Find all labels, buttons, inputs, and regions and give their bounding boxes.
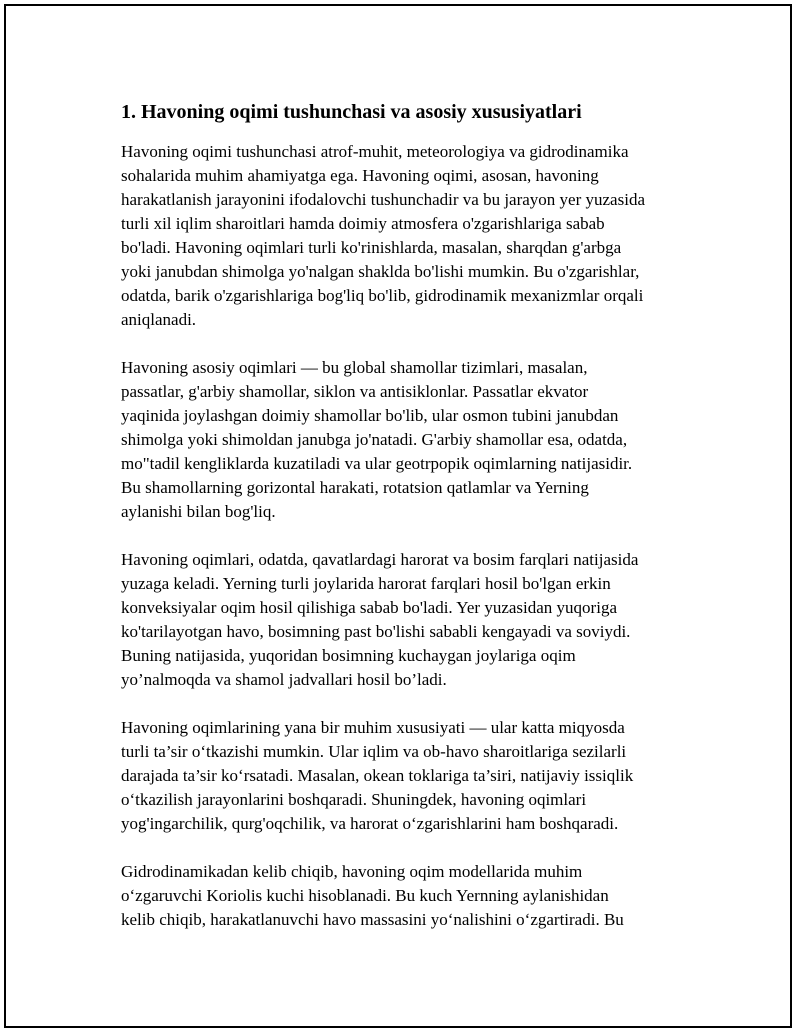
paragraph-2 [121,356,701,524]
paragraph-line: ko'tarilayotgan havo, bosimning past bo'lishi sababli kengayadi va soviydi. [121,622,631,641]
paragraph-line: sohalarida muhim ahamiyatga ega. Havoning oqimi, asosan, havoning [121,166,599,185]
paragraph-line: Havoning oqimi tushunchasi atrof-muhit, meteorologiya va gidrodinamika [121,142,629,161]
paragraph-line: Havoning oqimlarining yana bir muhim xususiyati — ular katta miqyosda [121,718,625,737]
paragraph-line: harakatlanish jarayonini ifodalovchi tushunchadir va bu jarayon yer yuzasida [121,190,645,209]
paragraph-4 [121,716,701,836]
paragraph-line: odatda, barik o'zgarishlariga bog'liq bo'lib, gidrodinamik mexanizmlar orqali [121,286,644,305]
paragraph-line: Buning natijasida, yuqoridan bosimning kuchaygan joylariga oqim [121,646,576,665]
document-page [4,4,792,1028]
paragraph-line: o‘zgaruvchi Koriolis kuchi hisoblanadi. Bu kuch Yernning aylanishidan [121,886,609,905]
paragraph-line: yoki janubdan shimolga yo'nalgan shaklda bo'lishi mumkin. Bu o'zgarishlar, [121,262,640,281]
paragraph-line: aylanishi bilan bog'liq. [121,502,276,521]
paragraph-line: o‘tkazilish jarayonlarini boshqaradi. Shuningdek, havoning oqimlari [121,790,587,809]
paragraph-line: yaqinida joylashgan doimiy shamollar bo'lib, ular osmon tubini janubdan [121,406,619,425]
paragraph-5 [121,860,701,932]
paragraph-line: turli xil iqlim sharoitlari hamda doimiy atmosfera o'zgarishlariga sabab [121,214,605,233]
paragraph-1 [121,140,701,332]
paragraph-line: Gidrodinamikadan kelib chiqib, havoning oqim modellarida muhim [121,862,583,881]
paragraph-line: mo"tadil kengliklarda kuzatiladi va ular geotrpopik oqimlarning natijasidir. [121,454,633,473]
paragraph-line: yo’nalmoqda va shamol jadvallari hosil bo’ladi. [121,670,447,689]
paragraph-line: bo'ladi. Havoning oqimlari turli ko'rinishlarda, masalan, sharqdan g'arbga [121,238,622,257]
paragraph-line: darajada ta’sir ko‘rsatadi. Masalan, okean toklariga ta’siri, natijaviy issiqlik [121,766,634,785]
paragraph-line: kelib chiqib, harakatlanuvchi havo massasini yo‘nalishini o‘zgartiradi. Bu [121,910,624,929]
paragraph-line: konveksiyalar oqim hosil qilishiga sabab bo'ladi. Yer yuzasidan yuqoriga [121,598,617,617]
paragraph-line: shimolga yoki shimoldan janubga jo'natadi. G'arbiy shamollar esa, odatda, [121,430,628,449]
paragraph-line: Havoning oqimlari, odatda, qavatlardagi harorat va bosim farqlari natijasida [121,550,639,569]
paragraph-3 [121,548,701,692]
document-content [121,98,701,956]
paragraph-line: Bu shamollarning gorizontal harakati, rotatsion qatlamlar va Yerning [121,478,589,497]
paragraph-line: turli ta’sir o‘tkazishi mumkin. Ular iqlim va ob-havo sharoitlariga sezilarli [121,742,627,761]
paragraph-line: yuzaga keladi. Yerning turli joylarida harorat farqlari hosil bo'lgan erkin [121,574,611,593]
paragraph-line: aniqlanadi. [121,310,197,329]
section-heading: 1. Havoning oqimi tushunchasi va asosiy xususiyatlari [121,101,582,123]
paragraph-line: yog'ingarchilik, qurg'oqchilik, va harorat o‘zgarishlarini ham boshqaradi. [121,814,619,833]
paragraph-line: Havoning asosiy oqimlari — bu global shamollar tizimlari, masalan, [121,358,588,377]
paragraph-line: passatlar, g'arbiy shamollar, siklon va antisiklonlar. Passatlar ekvator [121,382,589,401]
